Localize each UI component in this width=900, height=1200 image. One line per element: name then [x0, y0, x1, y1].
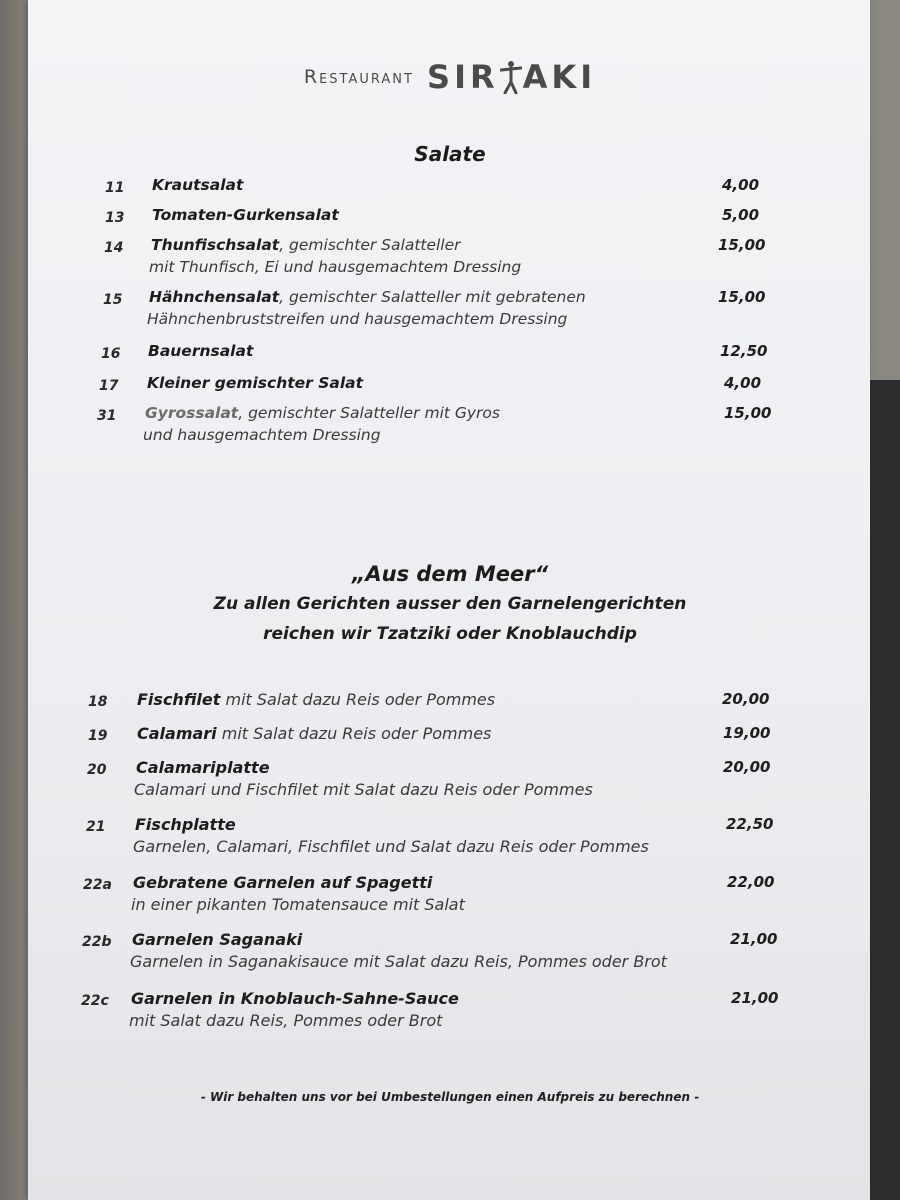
logo-brand-right: AKI — [522, 58, 597, 96]
item-name: Garnelen Saganaki — [132, 930, 303, 949]
item-title-line — [147, 374, 363, 392]
item-name-detail: , gemischter Salatteller mit Gyros — [238, 404, 500, 422]
footer-note: - Wir behalten uns vor bei Umbestellungen einen Aufpreis zu berechnen - — [200, 1090, 700, 1104]
item-price: 22,50 — [726, 815, 774, 833]
item-number: 22a — [83, 877, 112, 893]
item-description: in einer pikanten Tomatensauce mit Salat — [131, 895, 465, 914]
restaurant-logo — [0, 58, 900, 96]
item-number: 15 — [103, 292, 123, 308]
item-name: Kleiner gemischter Salat — [147, 374, 364, 392]
item-price: 22,00 — [727, 873, 775, 891]
menu-item — [0, 288, 900, 348]
item-description: mit Thunfisch, Ei und hausgemachtem Dressing — [149, 258, 522, 276]
item-price: 20,00 — [722, 690, 770, 708]
item-name: Gyrossalat — [145, 404, 239, 422]
item-price: 4,00 — [724, 374, 762, 392]
item-price: 4,00 — [722, 176, 760, 194]
dancer-icon — [500, 60, 522, 94]
menu-item — [0, 815, 900, 875]
item-number: 17 — [99, 378, 119, 394]
item-number: 11 — [105, 180, 125, 196]
item-description: Calamari und Fischfilet mit Salat dazu Reis oder Pommes — [134, 780, 593, 799]
item-title-line — [133, 873, 432, 892]
item-title-line — [137, 690, 495, 709]
item-name: Gebratene Garnelen auf Spagetti — [133, 873, 433, 892]
item-title-line — [132, 930, 302, 949]
sea-heading: „Aus dem Meer“ — [351, 562, 549, 586]
item-name: Krautsalat — [152, 176, 244, 194]
item-number: 18 — [88, 694, 108, 710]
sea-subtitle-line-2: reichen wir Tzatziki oder Knoblauchdip — [263, 624, 637, 644]
logo-brand-left: SIR — [427, 58, 499, 96]
item-name: Calamariplatte — [136, 758, 270, 777]
item-price: 19,00 — [723, 724, 771, 742]
item-price: 20,00 — [723, 758, 771, 776]
item-price: 12,50 — [720, 342, 768, 360]
item-title-line — [131, 989, 459, 1008]
item-title-line — [135, 815, 236, 834]
item-name: Bauernsalat — [148, 342, 254, 360]
item-name: Thunfischsalat — [151, 236, 280, 254]
item-name: Garnelen in Knoblauch-Sahne-Sauce — [131, 989, 459, 1008]
item-price: 21,00 — [731, 989, 779, 1007]
item-name: Fischplatte — [135, 815, 236, 834]
item-number: 22c — [81, 993, 109, 1009]
item-description: Garnelen in Saganakisauce mit Salat dazu Reis, Pommes oder Brot — [130, 952, 667, 971]
item-price: 15,00 — [724, 404, 772, 422]
item-name-detail: , gemischter Salatteller — [279, 236, 461, 254]
item-number: 14 — [104, 240, 124, 256]
item-name-detail: mit Salat dazu Reis oder Pommes — [220, 690, 496, 709]
salads-heading: Salate — [414, 142, 486, 166]
item-name: Hähnchensalat — [149, 288, 280, 306]
item-description: mit Salat dazu Reis, Pommes oder Brot — [129, 1011, 443, 1030]
menu-item — [0, 758, 900, 818]
item-price: 15,00 — [718, 288, 766, 306]
item-number: 13 — [105, 210, 125, 226]
item-title-line — [137, 724, 491, 743]
item-description: Hähnchenbruststreifen und hausgemachtem Dressing — [147, 310, 568, 328]
item-title-line — [136, 758, 270, 777]
item-number: 20 — [87, 762, 107, 778]
item-name-detail: , gemischter Salatteller mit gebratenen — [279, 288, 586, 306]
item-description: Garnelen, Calamari, Fischfilet und Salat dazu Reis oder Pommes — [133, 837, 649, 856]
menu-item — [0, 989, 900, 1049]
menu-item — [0, 404, 900, 464]
item-price: 21,00 — [730, 930, 778, 948]
item-name: Tomaten-Gurkensalat — [152, 206, 339, 224]
item-number: 19 — [88, 728, 108, 744]
logo-prefix: Restaurant — [303, 66, 414, 88]
sea-subtitle-line-1: Zu allen Gerichten ausser den Garnelengerichten — [213, 594, 687, 614]
item-number: 31 — [97, 408, 117, 424]
item-title-line — [152, 176, 243, 194]
item-name: Fischfilet — [137, 690, 221, 709]
menu-item — [0, 236, 900, 296]
item-name-detail: mit Salat dazu Reis oder Pommes — [216, 724, 492, 743]
logo-brand — [427, 58, 596, 96]
item-number: 16 — [101, 346, 121, 362]
item-number: 21 — [86, 819, 106, 835]
item-price: 5,00 — [722, 206, 760, 224]
item-name: Calamari — [137, 724, 217, 743]
menu-item — [0, 930, 900, 990]
item-title-line — [145, 404, 500, 422]
item-title-line — [151, 236, 461, 254]
item-description: und hausgemachtem Dressing — [143, 426, 381, 444]
item-title-line — [152, 206, 339, 224]
menu-item — [0, 873, 900, 933]
item-title-line — [148, 342, 253, 360]
item-title-line — [149, 288, 586, 306]
item-number: 22b — [82, 934, 112, 950]
item-price: 15,00 — [718, 236, 766, 254]
